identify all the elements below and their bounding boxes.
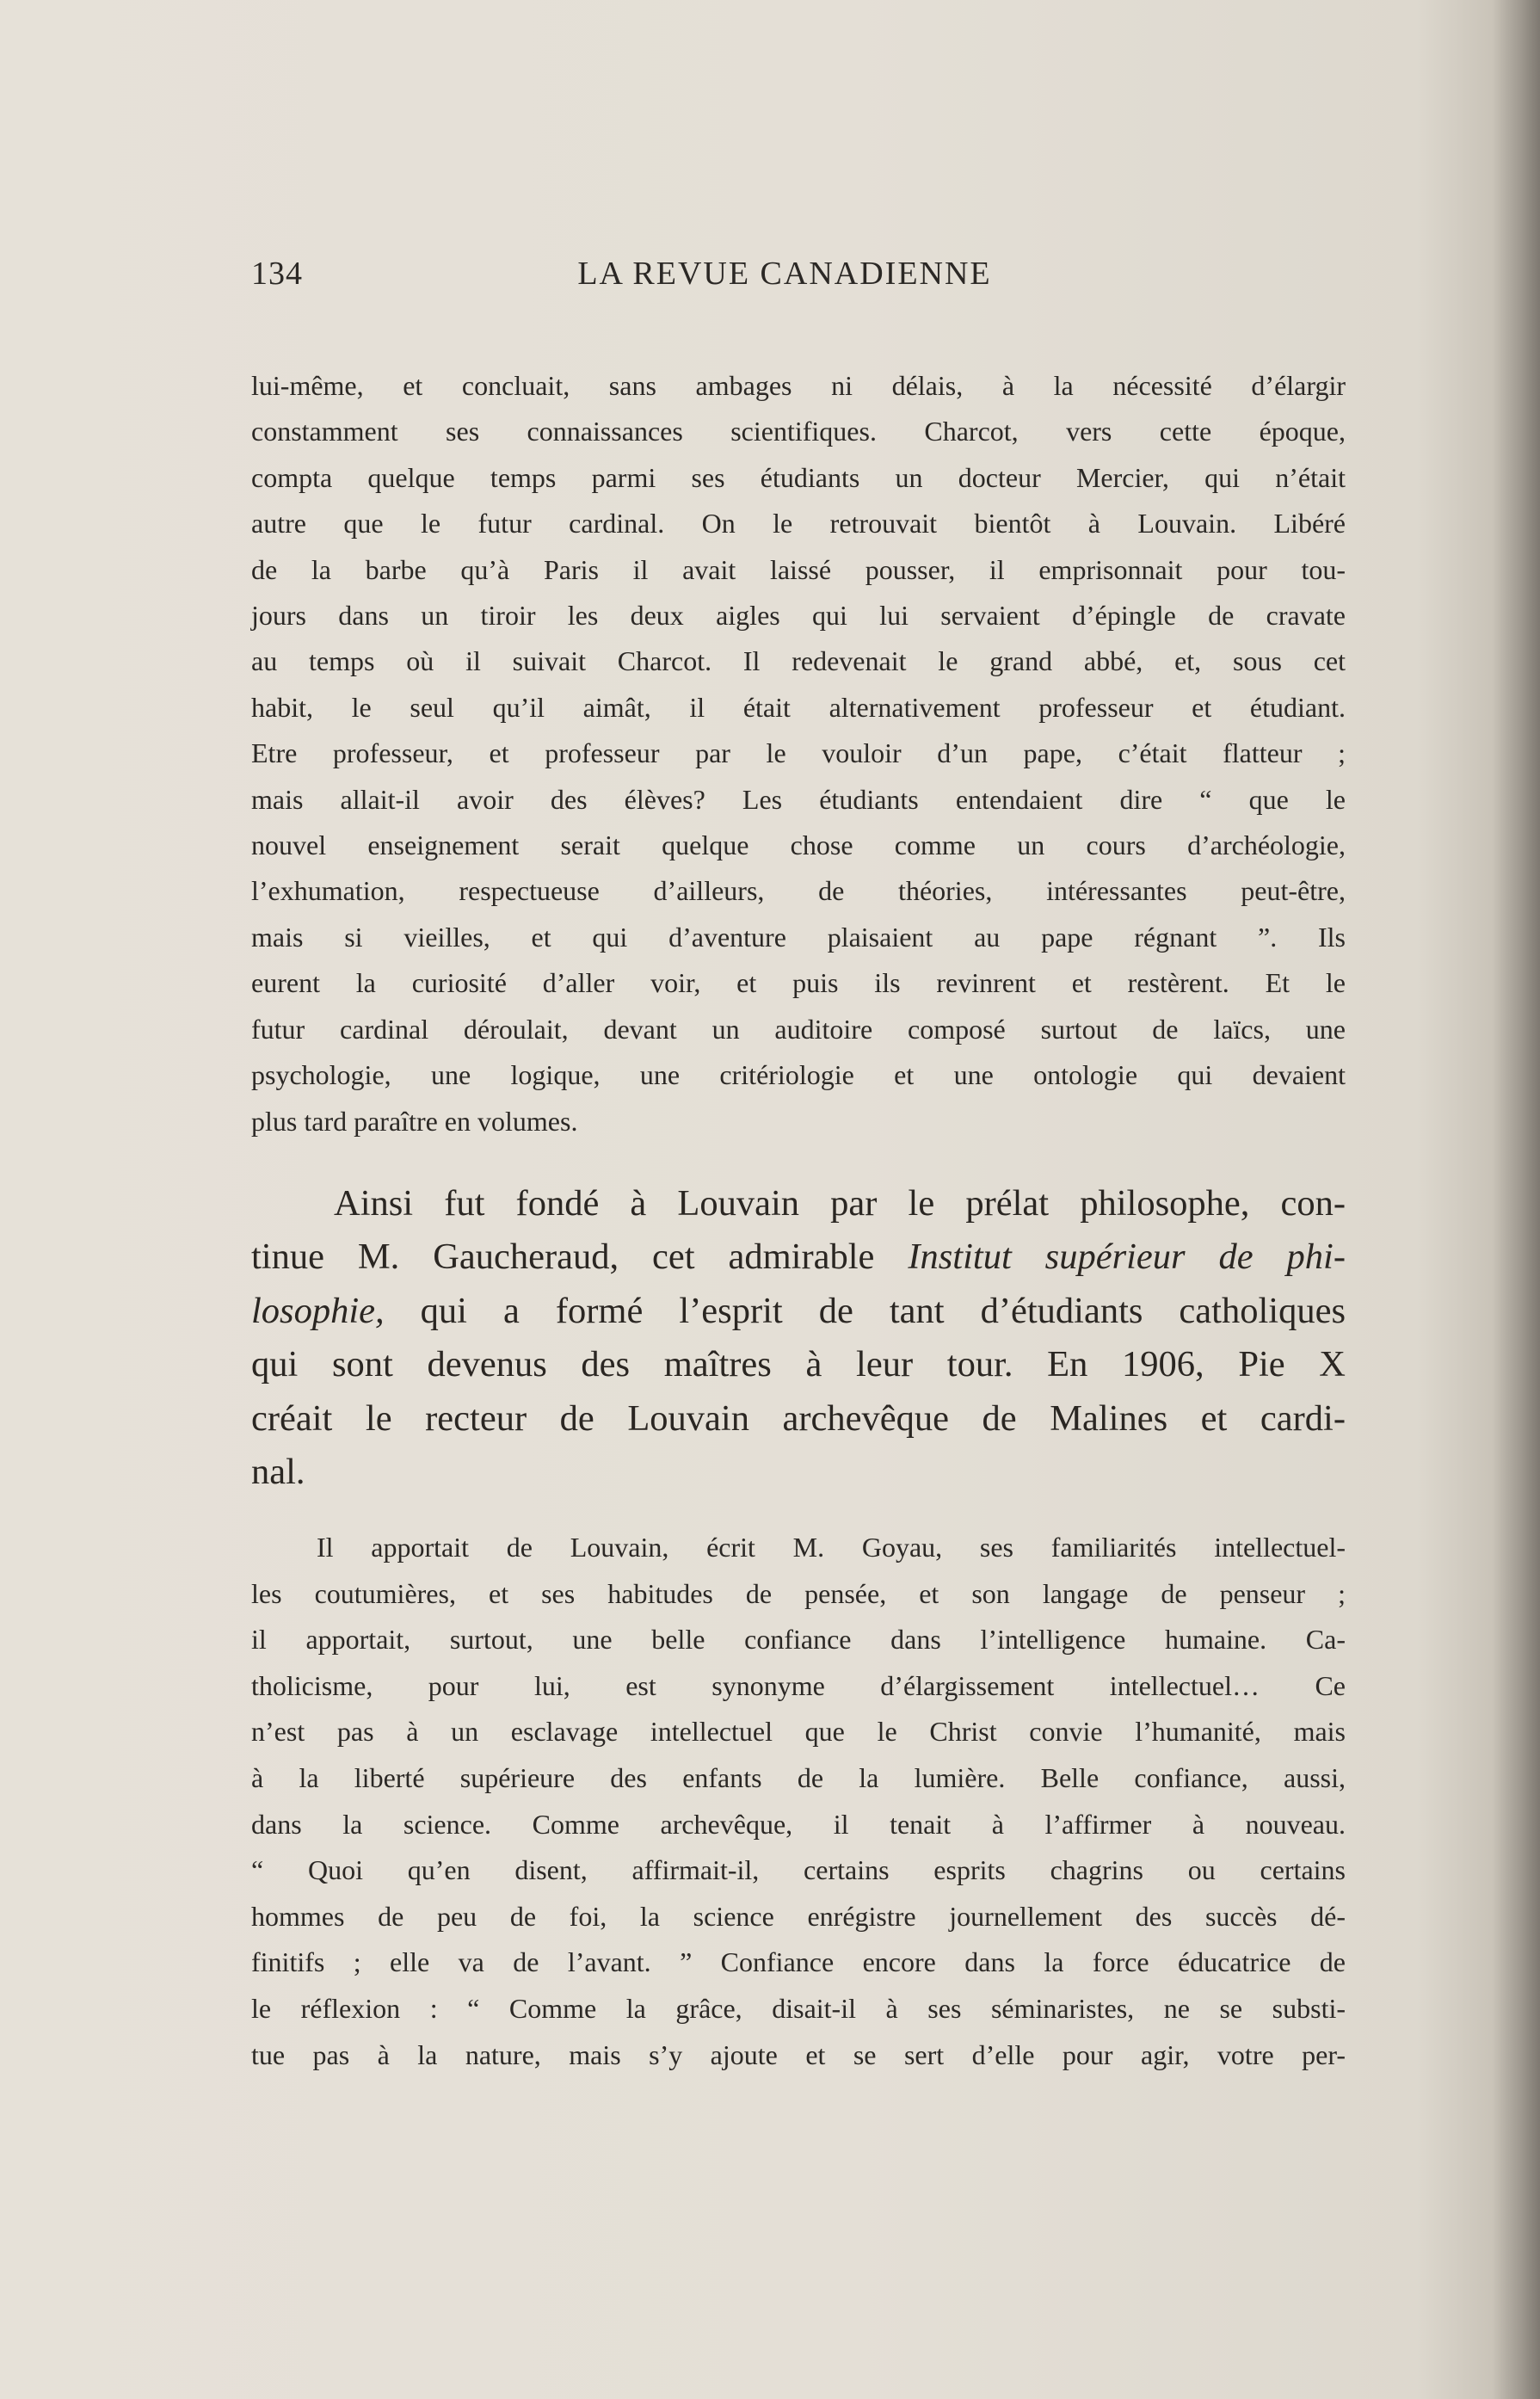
- text-line: les coutumières, et ses habitudes de pensée, et son langage de penseur ;: [251, 1577, 1346, 1609]
- text-line: autre que le futur cardinal. On le retrouvait bientôt à Louvain. Libéré: [251, 508, 1346, 540]
- text-line: nouvel enseignement serait quelque chose comme un cours d’archéologie,: [251, 829, 1346, 861]
- text-span: qui a formé l’esprit de tant d’étudiants catholiques: [384, 1290, 1346, 1331]
- text-line: mais allait-il avoir des élèves? Les étudiants entendaient dire “ que le: [251, 783, 1346, 815]
- text-line: dans la science. Comme archevêque, il tenait à l’affirmer à nouveau.: [251, 1808, 1346, 1840]
- text-line: Etre professeur, et professeur par le vouloir d’un pape, c’était flatteur ;: [251, 737, 1346, 769]
- text-line: [251, 1285, 1346, 1338]
- paragraph-3: [251, 1525, 1346, 2078]
- page-header: [251, 255, 1352, 299]
- text-line: eurent la curiosité d’aller voir, et puis ils revinrent et restèrent. Et le: [251, 967, 1346, 999]
- text-line: à la liberté supérieure des enfants de la lumière. Belle confiance, aussi,: [251, 1761, 1346, 1793]
- text-line: mais si vieilles, et qui d’aventure plaisaient au pape régnant ”. Ils: [251, 921, 1346, 953]
- text-line: au temps où il suivait Charcot. Il redevenait le grand abbé, et, sous cet: [251, 645, 1346, 677]
- text-line: constamment ses connaissances scientifiques. Charcot, vers cette époque,: [251, 416, 1346, 447]
- text-line: lui-même, et concluait, sans ambages ni délais, à la nécessité d’élargir: [251, 370, 1346, 401]
- text-line: qui sont devenus des maîtres à leur tour. En 1906, Pie X: [251, 1344, 1346, 1385]
- text-line: jours dans un tiroir les deux aigles qui lui servaient d’épingle de cravate: [251, 600, 1346, 632]
- page-gutter-shadow: [1492, 0, 1540, 2399]
- text-line: Il apportait de Louvain, écrit M. Goyau, ses familiarités intellectuel-: [317, 1532, 1346, 1563]
- text-span: tinue M. Gaucheraud, cet admirable: [251, 1237, 909, 1278]
- text-line: l’exhumation, respectueuse d’ailleurs, de théories, intéressantes peut-être,: [251, 875, 1346, 907]
- text-line: nal.: [251, 1452, 305, 1493]
- text-line: compta quelque temps parmi ses étudiants un docteur Mercier, qui n’était: [251, 461, 1346, 493]
- institute-name-italic: losophie,: [251, 1290, 385, 1331]
- text-line: plus tard paraître en volumes.: [251, 1105, 578, 1137]
- text-line: tue pas à la nature, mais s’y ajoute et se sert d’elle pour agir, votre per-: [251, 2038, 1346, 2070]
- paragraph-1: [251, 363, 1346, 1144]
- text-line: n’est pas à un esclavage intellectuel que le Christ convie l’humanité, mais: [251, 1716, 1346, 1748]
- page-number: 134: [251, 256, 303, 292]
- institute-name-italic: Institut supérieur de phi-: [908, 1237, 1346, 1278]
- text-line: finitifs ; elle va de l’avant. ” Confiance encore dans la force éducatrice de: [251, 1946, 1346, 1978]
- text-line: [251, 1230, 1346, 1284]
- text-line: habit, le seul qu’il aimât, il était alternativement professeur et étudiant.: [251, 691, 1346, 723]
- text-line: hommes de peu de foi, la science enrégistre journellement des succès dé-: [251, 1900, 1346, 1932]
- text-line: créait le recteur de Louvain archevêque de Malines et cardi-: [251, 1397, 1346, 1439]
- paragraph-2-quote: [251, 1177, 1346, 1499]
- text-line: tholicisme, pour lui, est synonyme d’élargissement intellectuel… Ce: [251, 1669, 1346, 1701]
- text-line: il apportait, surtout, une belle confiance dans l’intelligence humaine. Ca-: [251, 1624, 1346, 1656]
- text-line: psychologie, une logique, une critériologie et une ontologie qui devaient: [251, 1059, 1346, 1091]
- text-line: Ainsi fut fondé à Louvain par le prélat philosophe, con-: [334, 1183, 1346, 1224]
- text-line: le réflexion : “ Comme la grâce, disait-il à ses séminaristes, ne se substi-: [251, 1992, 1346, 2024]
- text-line: futur cardinal déroulait, devant un auditoire composé surtout de laïcs, une: [251, 1013, 1346, 1045]
- text-line: de la barbe qu’à Paris il avait laissé pousser, il emprisonnait pour tou-: [251, 553, 1346, 585]
- text-line: “ Quoi qu’en disent, affirmait-il, certains esprits chagrins ou certains: [251, 1854, 1346, 1886]
- running-title: LA REVUE CANADIENNE: [577, 256, 992, 292]
